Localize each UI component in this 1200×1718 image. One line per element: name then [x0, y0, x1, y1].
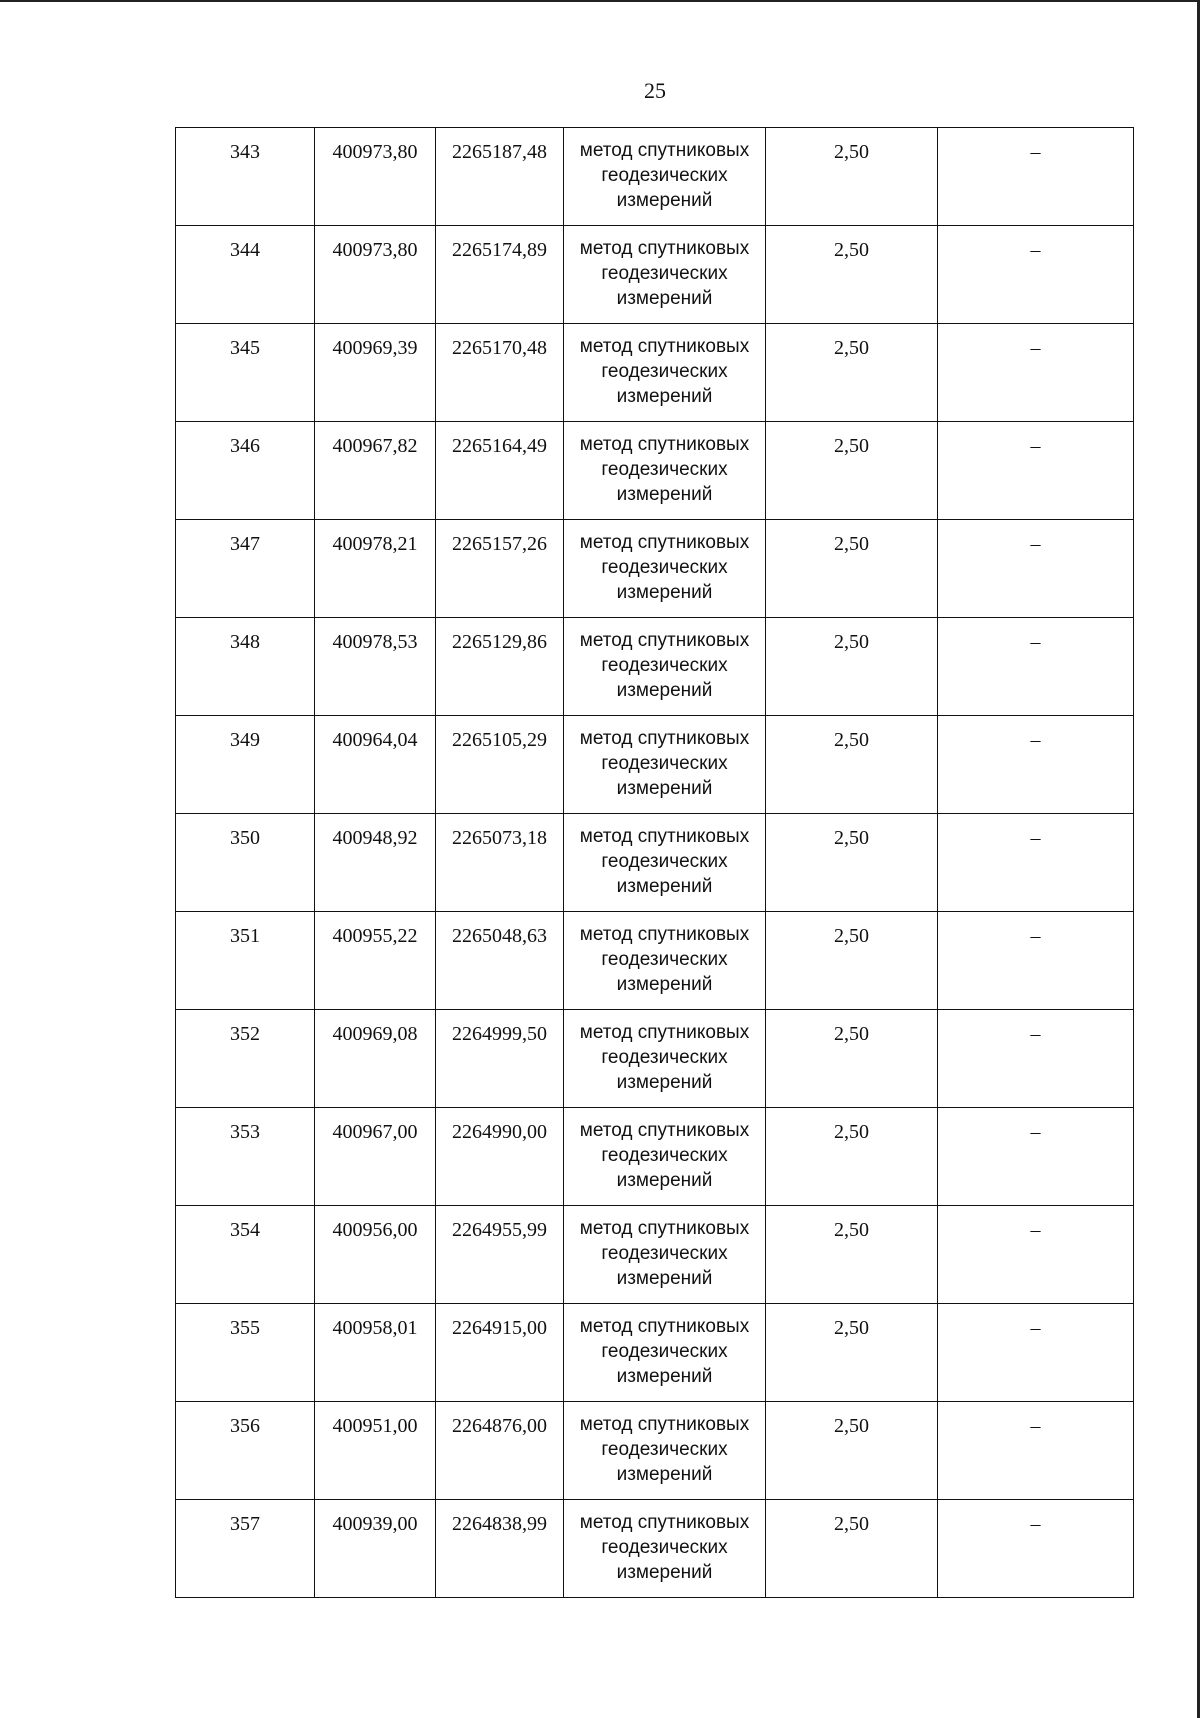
x-coordinate-cell: 400973,80	[315, 226, 436, 324]
note-cell: –	[938, 226, 1134, 324]
accuracy-cell: 2,50	[766, 1402, 938, 1500]
method-cell: метод спутниковых геодезических измерений	[564, 520, 766, 618]
x-coordinate-cell: 400964,04	[315, 716, 436, 814]
x-coordinate-cell: 400958,01	[315, 1304, 436, 1402]
accuracy-cell: 2,50	[766, 1500, 938, 1598]
x-coordinate-cell: 400955,22	[315, 912, 436, 1010]
method-cell: метод спутниковых геодезических измерений	[564, 814, 766, 912]
method-cell: метод спутниковых геодезических измерений	[564, 324, 766, 422]
table-row	[176, 1206, 1134, 1304]
y-coordinate-cell: 2265187,48	[436, 128, 564, 226]
x-coordinate-cell: 400951,00	[315, 1402, 436, 1500]
x-coordinate-cell: 400973,80	[315, 128, 436, 226]
point-number-cell: 354	[176, 1206, 315, 1304]
table-row	[176, 716, 1134, 814]
y-coordinate-cell: 2265157,26	[436, 520, 564, 618]
note-cell: –	[938, 422, 1134, 520]
table-row	[176, 422, 1134, 520]
coordinates-table	[175, 127, 1134, 1598]
accuracy-cell: 2,50	[766, 618, 938, 716]
point-number-cell: 346	[176, 422, 315, 520]
note-cell: –	[938, 1500, 1134, 1598]
x-coordinate-cell: 400978,21	[315, 520, 436, 618]
accuracy-cell: 2,50	[766, 422, 938, 520]
note-cell: –	[938, 814, 1134, 912]
note-cell: –	[938, 1108, 1134, 1206]
method-cell: метод спутниковых геодезических измерений	[564, 422, 766, 520]
point-number-cell: 355	[176, 1304, 315, 1402]
accuracy-cell: 2,50	[766, 324, 938, 422]
note-cell: –	[938, 1206, 1134, 1304]
x-coordinate-cell: 400939,00	[315, 1500, 436, 1598]
table-row	[176, 226, 1134, 324]
method-cell: метод спутниковых геодезических измерений	[564, 912, 766, 1010]
table-row	[176, 1402, 1134, 1500]
y-coordinate-cell: 2265129,86	[436, 618, 564, 716]
method-cell: метод спутниковых геодезических измерений	[564, 1304, 766, 1402]
point-number-cell: 348	[176, 618, 315, 716]
x-coordinate-cell: 400956,00	[315, 1206, 436, 1304]
accuracy-cell: 2,50	[766, 814, 938, 912]
table-row	[176, 1108, 1134, 1206]
point-number-cell: 349	[176, 716, 315, 814]
accuracy-cell: 2,50	[766, 716, 938, 814]
note-cell: –	[938, 1010, 1134, 1108]
y-coordinate-cell: 2264999,50	[436, 1010, 564, 1108]
point-number-cell: 350	[176, 814, 315, 912]
accuracy-cell: 2,50	[766, 1108, 938, 1206]
y-coordinate-cell: 2264838,99	[436, 1500, 564, 1598]
note-cell: –	[938, 716, 1134, 814]
method-cell: метод спутниковых геодезических измерений	[564, 716, 766, 814]
y-coordinate-cell: 2265174,89	[436, 226, 564, 324]
accuracy-cell: 2,50	[766, 128, 938, 226]
y-coordinate-cell: 2264915,00	[436, 1304, 564, 1402]
accuracy-cell: 2,50	[766, 1206, 938, 1304]
accuracy-cell: 2,50	[766, 912, 938, 1010]
note-cell: –	[938, 324, 1134, 422]
table-row	[176, 520, 1134, 618]
y-coordinate-cell: 2264876,00	[436, 1402, 564, 1500]
x-coordinate-cell: 400978,53	[315, 618, 436, 716]
x-coordinate-cell: 400967,00	[315, 1108, 436, 1206]
table-row	[176, 1010, 1134, 1108]
method-cell: метод спутниковых геодезических измерений	[564, 1108, 766, 1206]
method-cell: метод спутниковых геодезических измерений	[564, 1402, 766, 1500]
table-row	[176, 1304, 1134, 1402]
method-cell: метод спутниковых геодезических измерений	[564, 1010, 766, 1108]
y-coordinate-cell: 2265105,29	[436, 716, 564, 814]
coordinates-table-body	[176, 128, 1134, 1598]
method-cell: метод спутниковых геодезических измерений	[564, 128, 766, 226]
accuracy-cell: 2,50	[766, 1010, 938, 1108]
y-coordinate-cell: 2265048,63	[436, 912, 564, 1010]
point-number-cell: 357	[176, 1500, 315, 1598]
table-row	[176, 1500, 1134, 1598]
y-coordinate-cell: 2265170,48	[436, 324, 564, 422]
point-number-cell: 352	[176, 1010, 315, 1108]
x-coordinate-cell: 400948,92	[315, 814, 436, 912]
point-number-cell: 345	[176, 324, 315, 422]
method-cell: метод спутниковых геодезических измерений	[564, 1500, 766, 1598]
method-cell: метод спутниковых геодезических измерений	[564, 618, 766, 716]
point-number-cell: 343	[176, 128, 315, 226]
page-number: 25	[644, 78, 666, 103]
table-row	[176, 324, 1134, 422]
x-coordinate-cell: 400969,08	[315, 1010, 436, 1108]
note-cell: –	[938, 128, 1134, 226]
y-coordinate-cell: 2265073,18	[436, 814, 564, 912]
y-coordinate-cell: 2264990,00	[436, 1108, 564, 1206]
note-cell: –	[938, 1402, 1134, 1500]
y-coordinate-cell: 2264955,99	[436, 1206, 564, 1304]
note-cell: –	[938, 912, 1134, 1010]
x-coordinate-cell: 400967,82	[315, 422, 436, 520]
table-row	[176, 128, 1134, 226]
point-number-cell: 351	[176, 912, 315, 1010]
method-cell: метод спутниковых геодезических измерений	[564, 1206, 766, 1304]
point-number-cell: 356	[176, 1402, 315, 1500]
point-number-cell: 347	[176, 520, 315, 618]
table-row	[176, 912, 1134, 1010]
note-cell: –	[938, 618, 1134, 716]
point-number-cell: 344	[176, 226, 315, 324]
point-number-cell: 353	[176, 1108, 315, 1206]
accuracy-cell: 2,50	[766, 226, 938, 324]
accuracy-cell: 2,50	[766, 1304, 938, 1402]
table-row	[176, 618, 1134, 716]
y-coordinate-cell: 2265164,49	[436, 422, 564, 520]
x-coordinate-cell: 400969,39	[315, 324, 436, 422]
method-cell: метод спутниковых геодезических измерений	[564, 226, 766, 324]
table-row	[176, 814, 1134, 912]
accuracy-cell: 2,50	[766, 520, 938, 618]
page-top-edge	[0, 0, 1200, 2]
note-cell: –	[938, 520, 1134, 618]
note-cell: –	[938, 1304, 1134, 1402]
